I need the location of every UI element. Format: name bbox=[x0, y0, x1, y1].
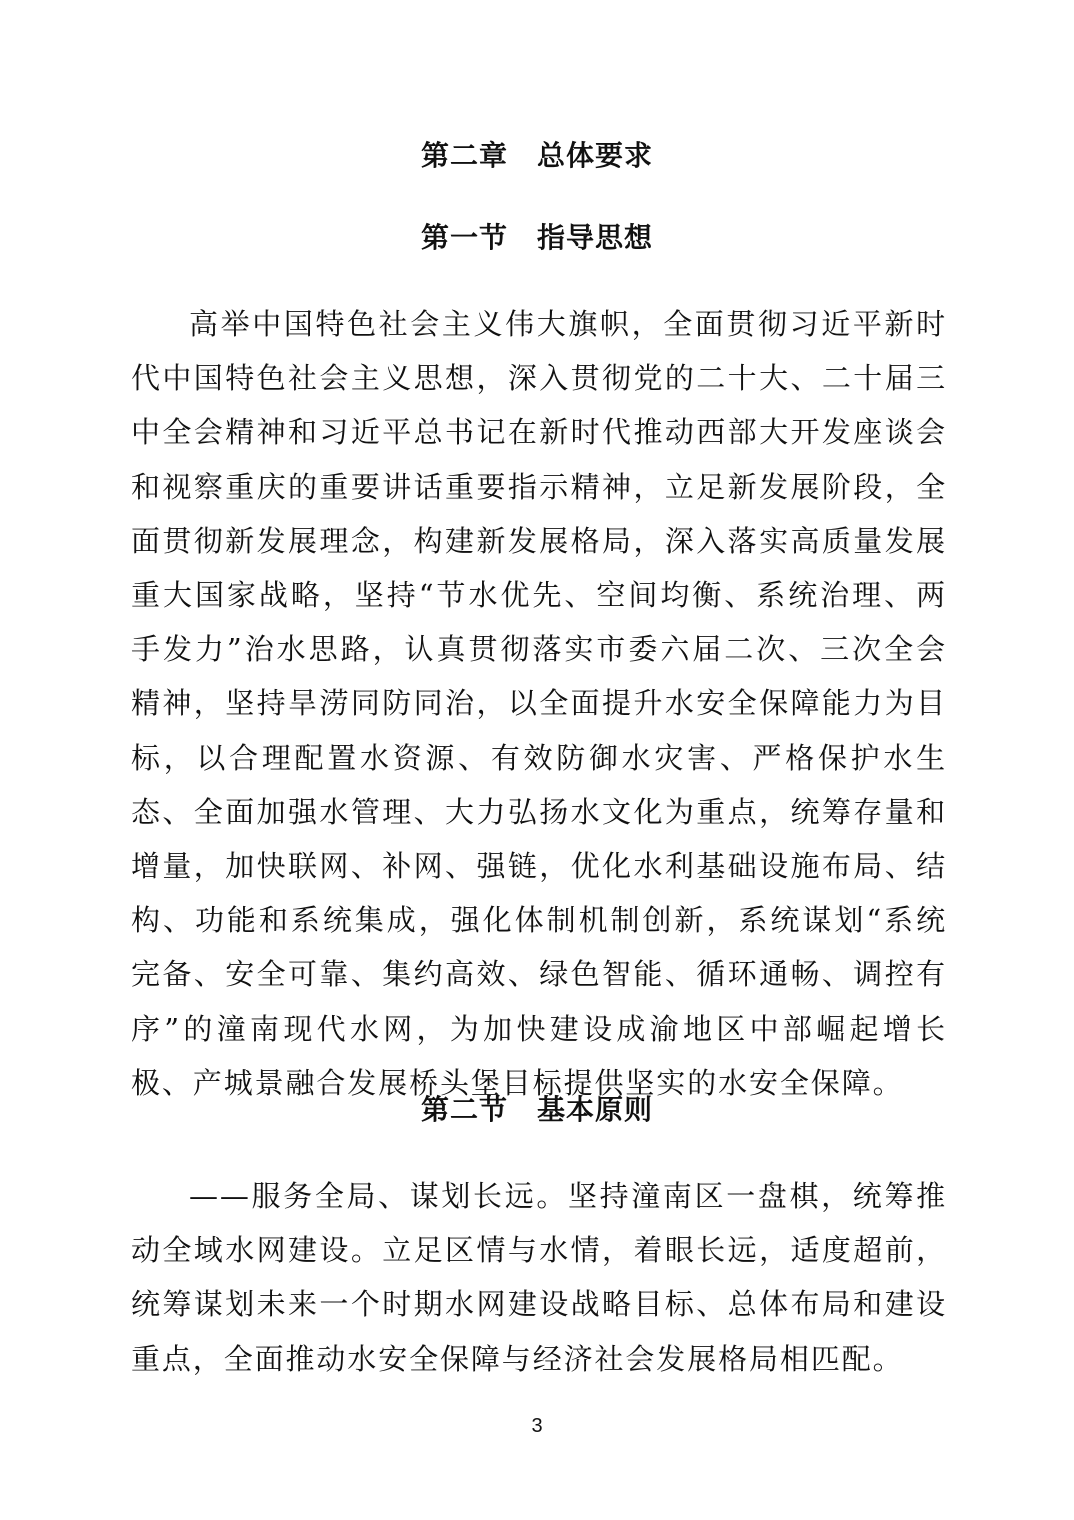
section-1-paragraph: 高举中国特色社会主义伟大旗帜，全面贯彻习近平新时代中国特色社会主义思想，深入贯彻党的二十大、二十届三中全会精神和习近平总书记在新时代推动西部大开发座谈会和视察重庆的重要讲话重要指示精神，立足新发展阶段，全面贯彻新发展理念，构建新发展格局，深入落实高质量发展重大国家战略，坚持“节水优先、空间均衡、系统治理、两手发力”治水思路，认真贯彻落实市委六届二次、三次全会精神，坚持旱涝同防同治，以全面提升水安全保障能力为目标，以合理配置水资源、有效防御水灾害、严格保护水生态、全面加强水管理、大力弘扬水文化为重点，统筹存量和增量，加快联网、补网、强链，优化水利基础设施布局、结构、功能和系统集成，强化体制机制创新，系统谋划“系统完备、安全可靠、集约高效、绿色智能、循环通畅、调控有序”的潼南现代水网，为加快建设成渝地区中部崛起增长极、产城景融合发展桥头堡目标提供坚实的水安全保障。 bbox=[131, 307, 947, 1100]
section-1-title: 第一节 指导思想 bbox=[420, 221, 653, 254]
page-number: 3 bbox=[531, 1415, 543, 1437]
section-2-paragraph: ——服务全局、谋划长远。坚持潼南区一盘棋，统筹推动全域水网建设。立足区情与水情，着眼长远，适度超前，统筹谋划未来一个时期水网建设战略目标、总体布局和建设重点，全面推动水安全保障与经济社会发展格局相匹配。 bbox=[131, 1179, 947, 1376]
section-2-title: 第二节 基本原则 bbox=[420, 1093, 653, 1126]
chapter-title: 第二章 总体要求 bbox=[420, 139, 653, 172]
